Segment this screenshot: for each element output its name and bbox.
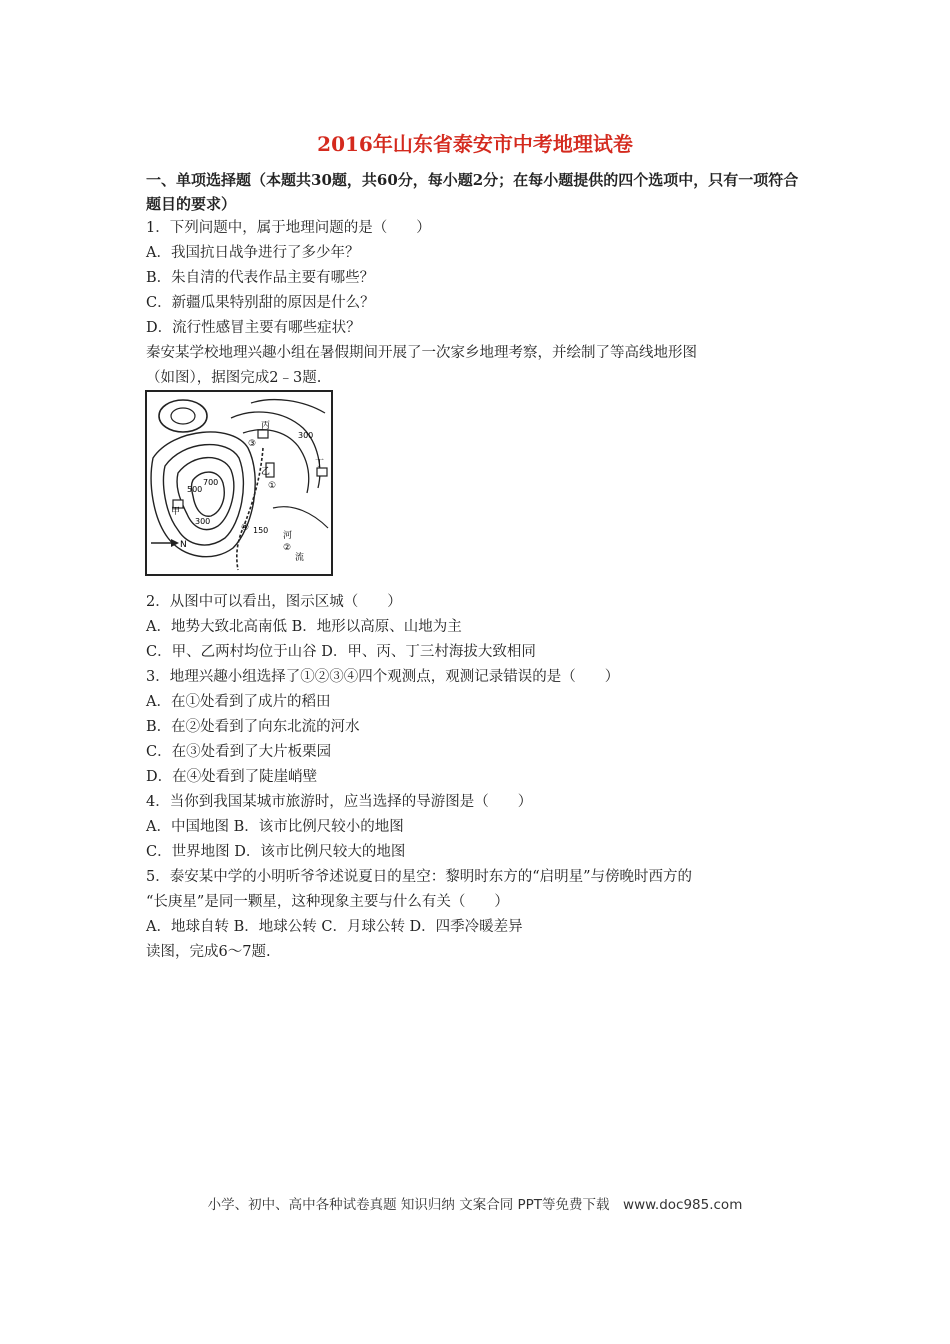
question-3-option-d: D．在④处看到了陡崖峭壁 bbox=[146, 769, 318, 785]
village-ding-marker bbox=[317, 468, 327, 476]
label-150: 150 bbox=[253, 526, 269, 535]
question-1-option-a: A．我国抗日战争进行了多少年？ bbox=[146, 245, 360, 261]
label-point-1: ① bbox=[268, 481, 277, 491]
label-300-right: 300 bbox=[298, 431, 314, 440]
question-5: 5．泰安某中学的小明听爷爷述说夏日的星空：黎明时东方的“启明星”与傍晚时西方的 bbox=[146, 869, 693, 885]
question-3-option-b: B．在②处看到了向东北流的河水 bbox=[146, 719, 360, 735]
north-arrow-label: N bbox=[180, 540, 187, 550]
label-yi: 乙 bbox=[261, 467, 271, 477]
label-300: 300 bbox=[195, 517, 211, 526]
question-3-option-c: C．在③处看到了大片板栗园 bbox=[146, 744, 332, 760]
section-heading: 一、单项选择题（本题共30题，共60分，每小题2分；在每小题提供的四个选项中，只有一项符合题目的要求） bbox=[146, 171, 799, 213]
passage-text: 秦安某学校地理兴趣小组在暑假期间开展了一次家乡地理考察，并绘制了等高线地形图 bbox=[146, 345, 697, 361]
label-bing: 丙 bbox=[261, 421, 271, 431]
question-3: 3．地理兴趣小组选择了①②③④四个观测点，观测记录错误的是（ ） bbox=[146, 669, 620, 685]
label-point-4: ④ bbox=[241, 523, 250, 533]
map-frame bbox=[146, 391, 332, 575]
label-jia: 甲 bbox=[171, 507, 181, 517]
question-4-options-ab: A．中国地图 B．该市比例尺较小的地图 bbox=[146, 819, 404, 835]
question-2: 2．从图中可以看出，图示区城（ ） bbox=[146, 594, 402, 610]
question-5-cont: “长庚星”是同一颗星，这种现象主要与什么有关（ ） bbox=[146, 894, 509, 910]
question-4-options-cd: C．世界地图 D．该市比例尺较大的地图 bbox=[146, 844, 406, 860]
label-point-2: ② bbox=[283, 543, 292, 553]
question-2-options-cd: C．甲、乙两村均位于山谷 D．甲、丙、丁三村海拔大致相同 bbox=[146, 644, 536, 660]
label-river-he: 河 bbox=[283, 531, 293, 541]
question-2-options-ab: A．地势大致北高南低 B．地形以高原、山地为主 bbox=[146, 619, 462, 635]
question-4: 4．当你到我国某城市旅游时，应当选择的导游图是（ ） bbox=[146, 794, 533, 810]
question-1-option-b: B．朱自清的代表作品主要有哪些？ bbox=[146, 270, 375, 286]
label-500: 500 bbox=[187, 485, 203, 494]
question-6-7-intro: 读图，完成6～7题. bbox=[146, 944, 271, 960]
label-ding: 丁 bbox=[315, 459, 325, 469]
document-title: 2016年山东省泰安市中考地理试卷 bbox=[317, 132, 633, 156]
question-1-option-c: C．新疆瓜果特别甜的原因是什么？ bbox=[146, 295, 375, 311]
label-river-liu: 流 bbox=[295, 553, 305, 563]
question-5-options: A．地球自转 B．地球公转 C．月球公转 D．四季冷暖差异 bbox=[146, 919, 523, 935]
passage-text-cont: （如图），据图完成2﹣3题. bbox=[146, 370, 322, 386]
page-footer: 小学、初中、高中各种试卷真题 知识归纳 文案合同 PPT等免费下载 www.doc985.com bbox=[207, 1197, 743, 1213]
village-bing-marker bbox=[258, 430, 268, 438]
question-3-option-a: A．在①处看到了成片的稻田 bbox=[146, 694, 331, 710]
question-1-option-d: D．流行性感冒主要有哪些症状？ bbox=[146, 320, 361, 336]
contour-map-figure bbox=[143, 388, 335, 578]
label-point-3: ③ bbox=[248, 439, 257, 449]
question-1: 1．下列问题中，属于地理问题的是（ ） bbox=[146, 220, 431, 236]
label-700: 700 bbox=[203, 478, 219, 487]
